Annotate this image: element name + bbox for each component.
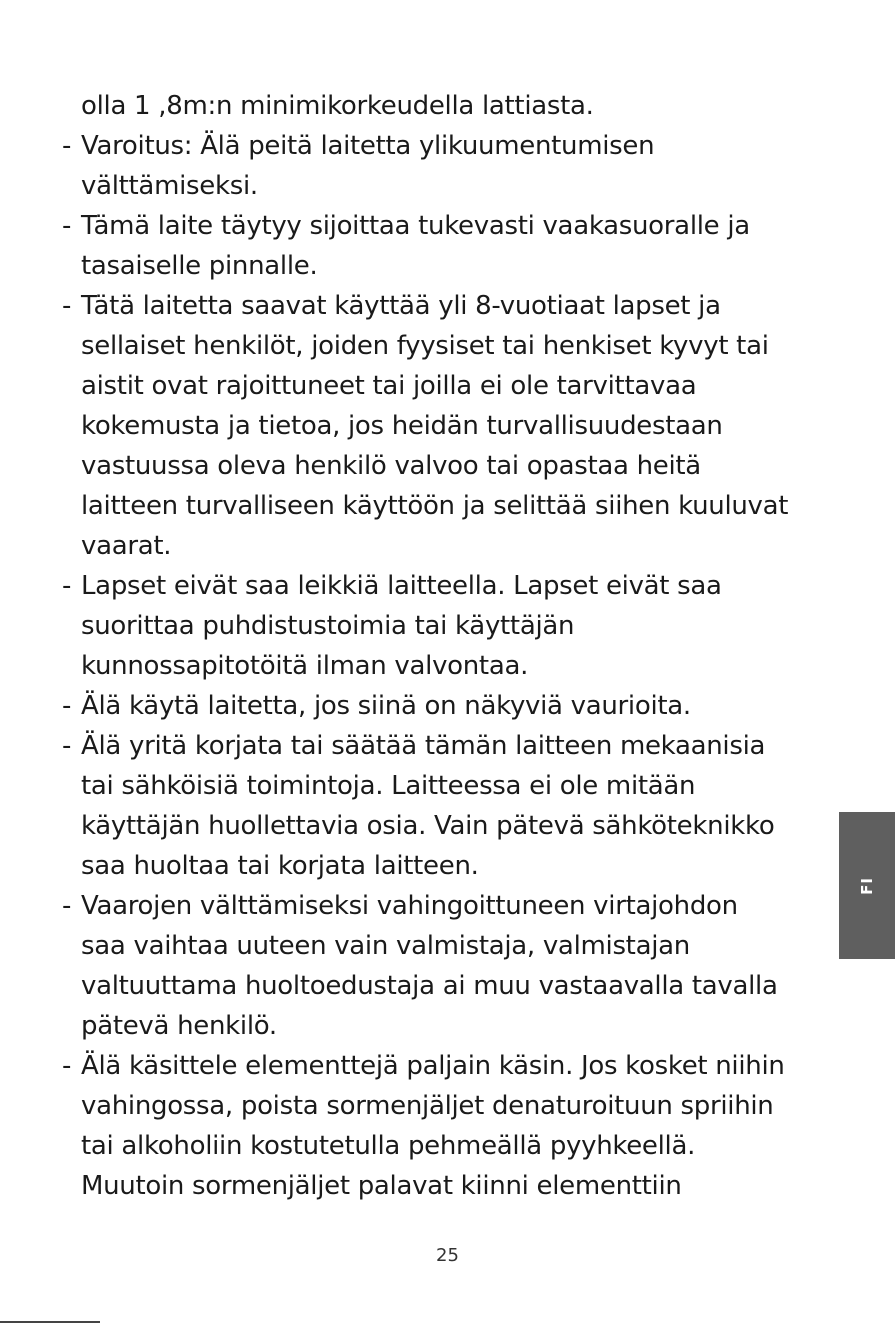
language-tab [839,812,895,959]
list-item-line: välttämiseksi. [81,171,258,201]
list-item-line: käyttäjän huollettavia osia. Vain pätevä sähköteknikko [81,811,775,841]
list-item [62,286,852,566]
list-item-line: pätevä henkilö. [81,1011,277,1041]
list-item [62,566,852,686]
bullet-dash: - [62,1051,72,1081]
page-number: 25 [436,1245,459,1266]
bullet-dash: - [62,691,72,721]
bullet-dash: - [62,211,72,241]
list-item-line: tasaiselle pinnalle. [81,251,318,281]
list-item-line: kokemusta ja tietoa, jos heidän turvallisuudestaan [81,411,723,441]
list-item-line: saa huoltaa tai korjata laitteen. [81,851,479,881]
manual-text-body [62,86,852,1206]
list-item [62,686,852,726]
list-item-line: saa vaihtaa uuteen vain valmistaja, valmistajan [81,931,690,961]
list-item-line: kunnossapitotöitä ilman valvontaa. [81,651,529,681]
list-item-line: suorittaa puhdistustoimia tai käyttäjän [81,611,575,641]
bullet-dash: - [62,731,72,761]
list-item-line: Älä käsittele elementtejä paljain käsin. Jos kosket niihin [81,1051,785,1081]
safety-instructions-list [62,126,852,1206]
list-item-line: Älä yritä korjata tai säätää tämän laitteen mekaanisia [81,731,766,761]
list-item-line: vaarat. [81,531,172,561]
list-item-line: Muutoin sormenjäljet palavat kiinni elementtiin [81,1171,682,1201]
bullet-dash: - [62,891,72,921]
list-item [62,886,852,1046]
list-item [62,126,852,206]
continuation-line: olla 1 ,8m:n minimikorkeudella lattiasta. [81,91,594,121]
list-item-line: Varoitus: Älä peitä laitetta ylikuumentumisen [81,131,655,161]
list-item [62,1046,852,1206]
list-item [62,726,852,886]
list-item-line: valtuuttama huoltoedustaja ai muu vastaavalla tavalla [81,971,778,1001]
bullet-dash: - [62,571,72,601]
list-item-line: tai sähköisiä toimintoja. Laitteessa ei ole mitään [81,771,696,801]
list-item-line: Tätä laitetta saavat käyttää yli 8-vuotiaat lapset ja [81,291,721,321]
list-item-line: Lapset eivät saa leikkiä laitteella. Lapset eivät saa [81,571,722,601]
footer-rule [0,1321,100,1323]
bullet-dash: - [62,291,72,321]
list-item-line: tai alkoholiin kostutetulla pehmeällä pyyhkeellä. [81,1131,696,1161]
list-item-line: laitteen turvalliseen käyttöön ja selittää siihen kuuluvat [81,491,789,521]
list-item-line: aistit ovat rajoittuneet tai joilla ei ole tarvittavaa [81,371,697,401]
list-item-line: Vaarojen välttämiseksi vahingoittuneen virtajohdon [81,891,738,921]
list-item-line: vastuussa oleva henkilö valvoo tai opastaa heitä [81,451,701,481]
list-item-line: Tämä laite täytyy sijoittaa tukevasti vaakasuoralle ja [81,211,750,241]
list-item-line: sellaiset henkilöt, joiden fyysiset tai henkiset kyvyt tai [81,331,769,361]
list-item-line: vahingossa, poista sormenjäljet denaturoituun spriihin [81,1091,774,1121]
list-item-line: Älä käytä laitetta, jos siinä on näkyviä vaurioita. [81,691,691,721]
language-tab-label: FI [858,876,876,895]
list-item [62,206,852,286]
bullet-dash: - [62,131,72,161]
